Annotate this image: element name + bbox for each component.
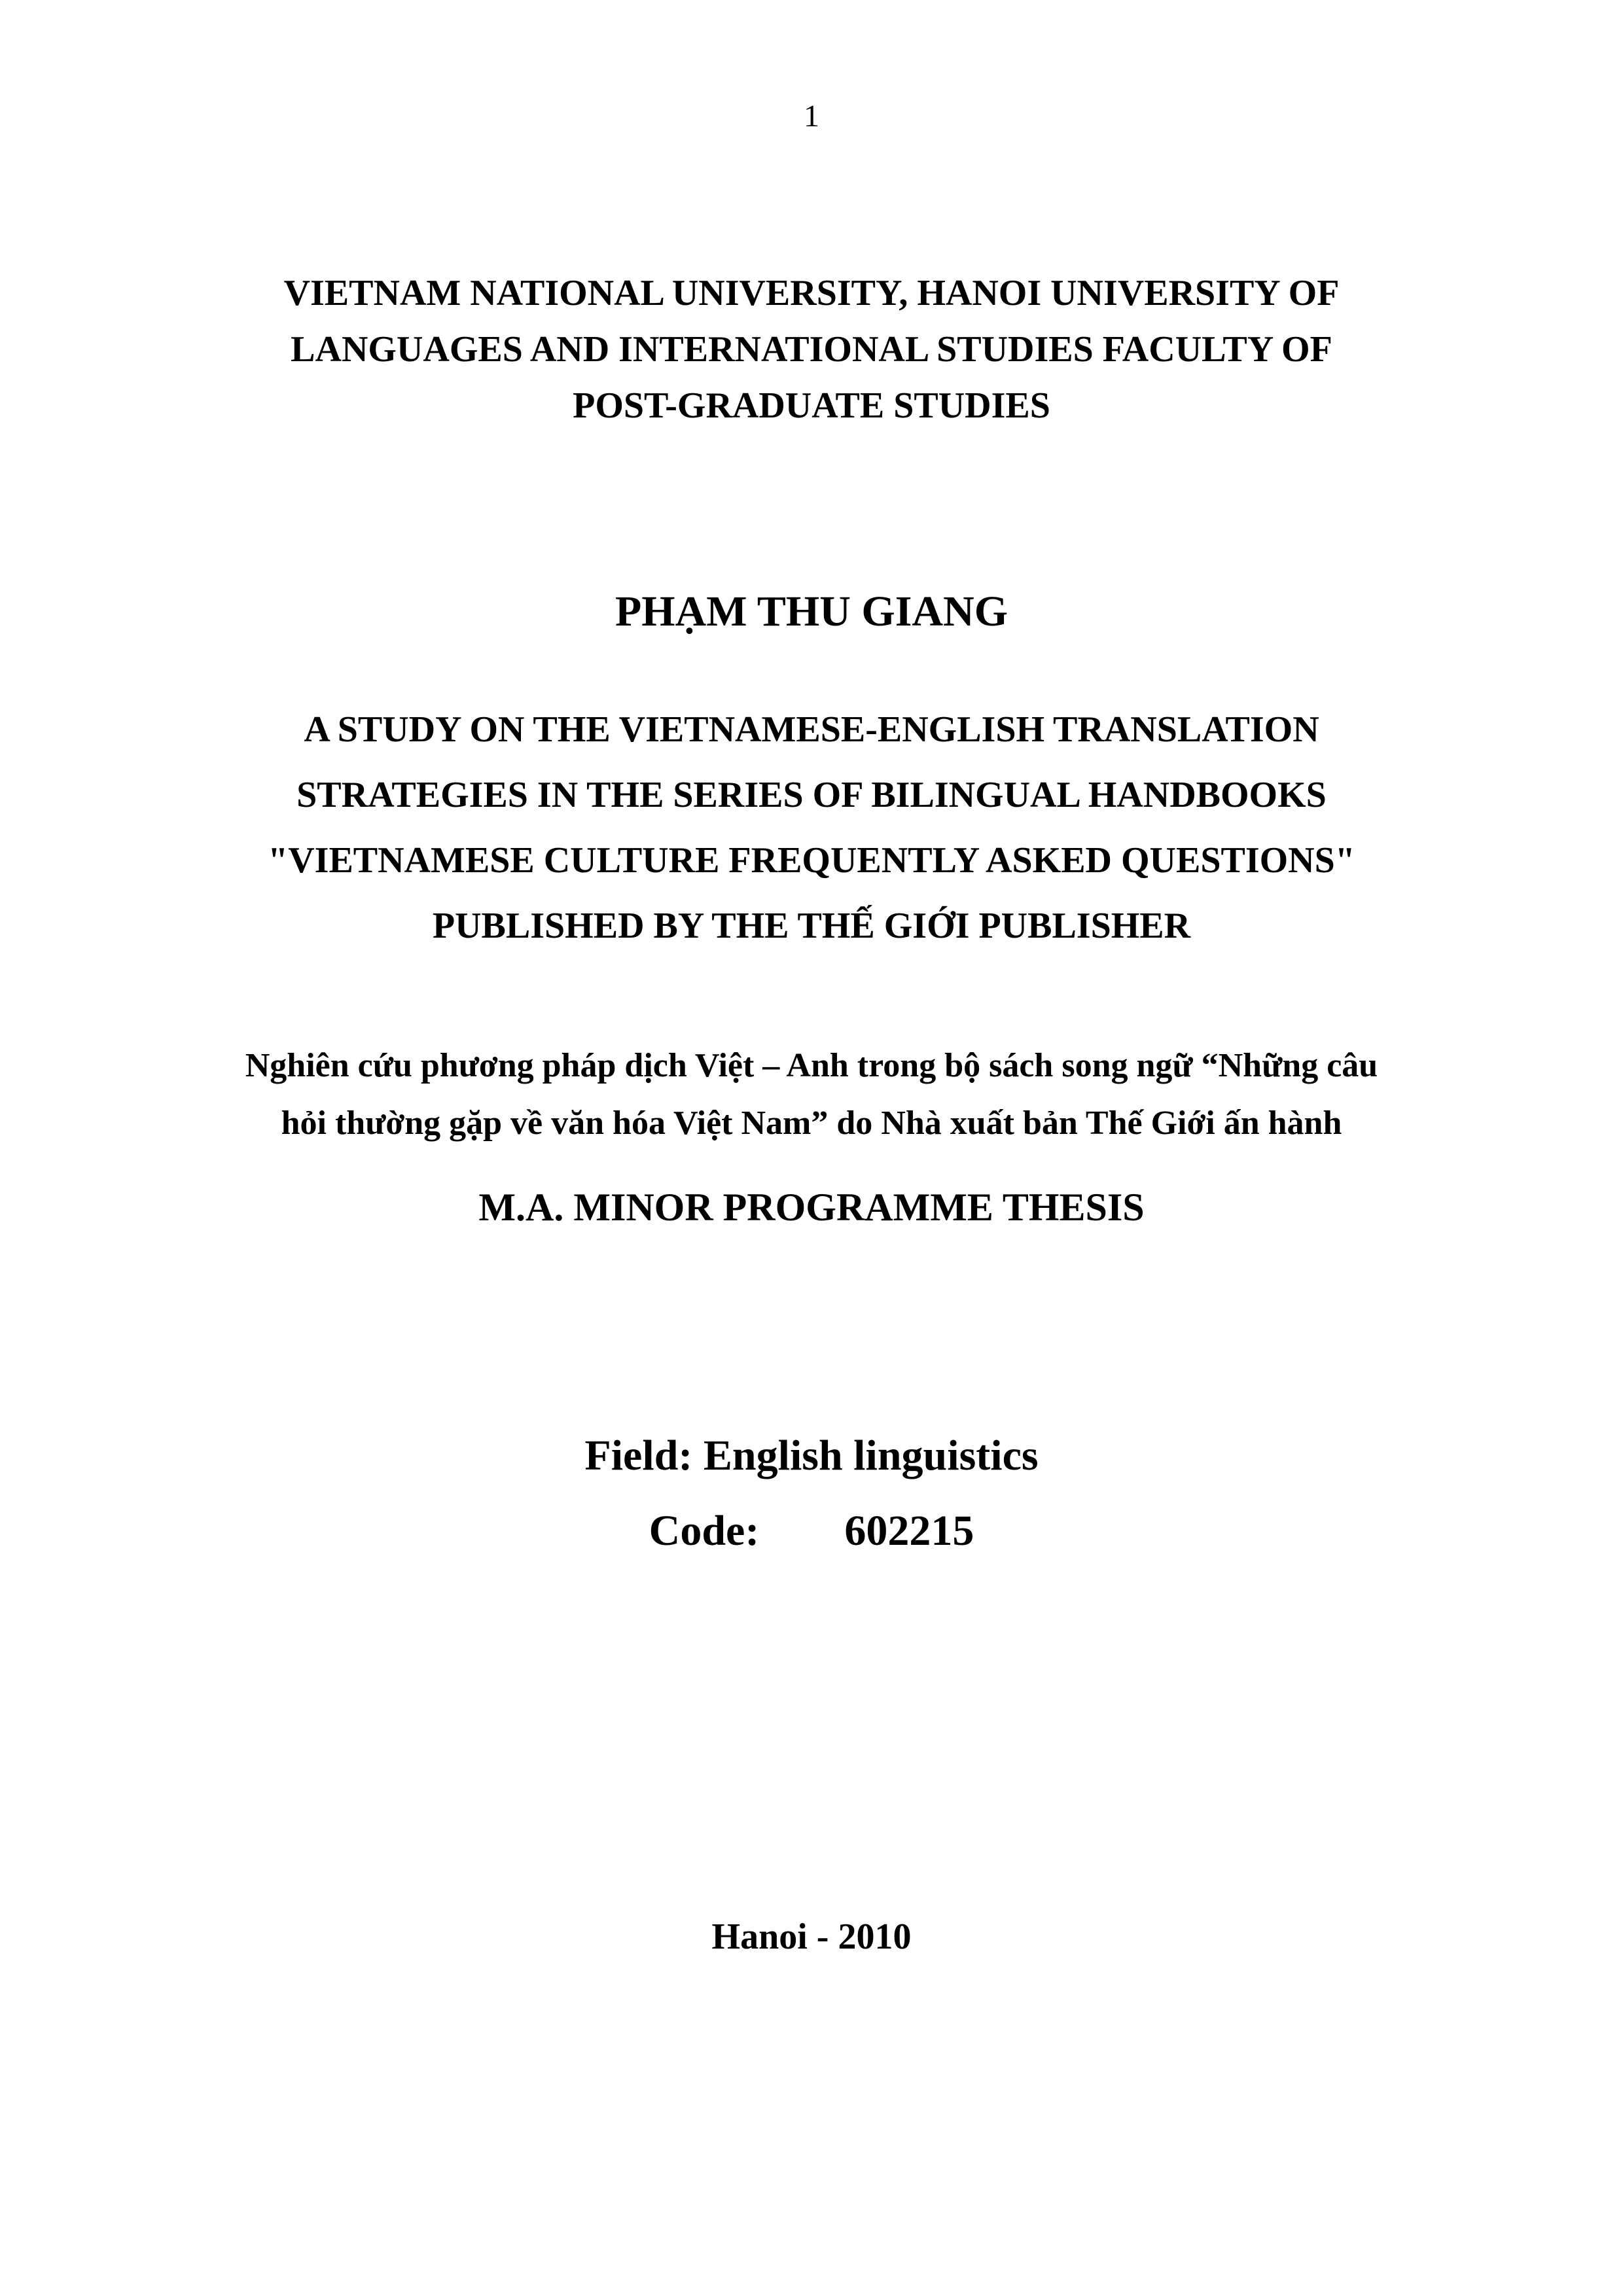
thesis-title-line: STRATEGIES IN THE SERIES OF BILINGUAL HANDBOOKS [296,775,1327,815]
institution-heading [0,265,1623,434]
field-of-study: Field: English linguistics [584,1432,1039,1479]
author-name: PHẠM THU GIANG [615,588,1008,635]
vietnamese-title-line: hỏi thường gặp về văn hóa Việt Nam” do Nhà xuất bản Thế Giới ấn hành [281,1104,1342,1142]
thesis-title-line: PUBLISHED BY THE THẾ GIỚI PUBLISHER [432,906,1191,946]
thesis-title-line: A STUDY ON THE VIETNAMESE-ENGLISH TRANSLATION [304,709,1319,750]
vietnamese-title-line: Nghiên cứu phương pháp dịch Việt – Anh trong bộ sách song ngữ “Những câu [245,1047,1378,1084]
institution-line: LANGUAGES AND INTERNATIONAL STUDIES FACULTY OF [291,329,1332,370]
thesis-type: M.A. MINOR PROGRAMME THESIS [478,1186,1145,1229]
program-code [0,1505,1623,1557]
vietnamese-title [0,1037,1623,1152]
page-number: 1 [804,99,819,133]
thesis-title-line: "VIETNAMESE CULTURE FREQUENTLY ASKED QUESTIONS" [268,840,1355,881]
code-label: Code: [649,1507,760,1555]
place-and-year: Hanoi - 2010 [711,1916,912,1957]
thesis-title [0,697,1623,959]
code-value: 602215 [844,1507,974,1555]
institution-line: POST-GRADUATE STUDIES [573,385,1050,426]
institution-line: VIETNAM NATIONAL UNIVERSITY, HANOI UNIVERSITY OF [283,273,1340,313]
